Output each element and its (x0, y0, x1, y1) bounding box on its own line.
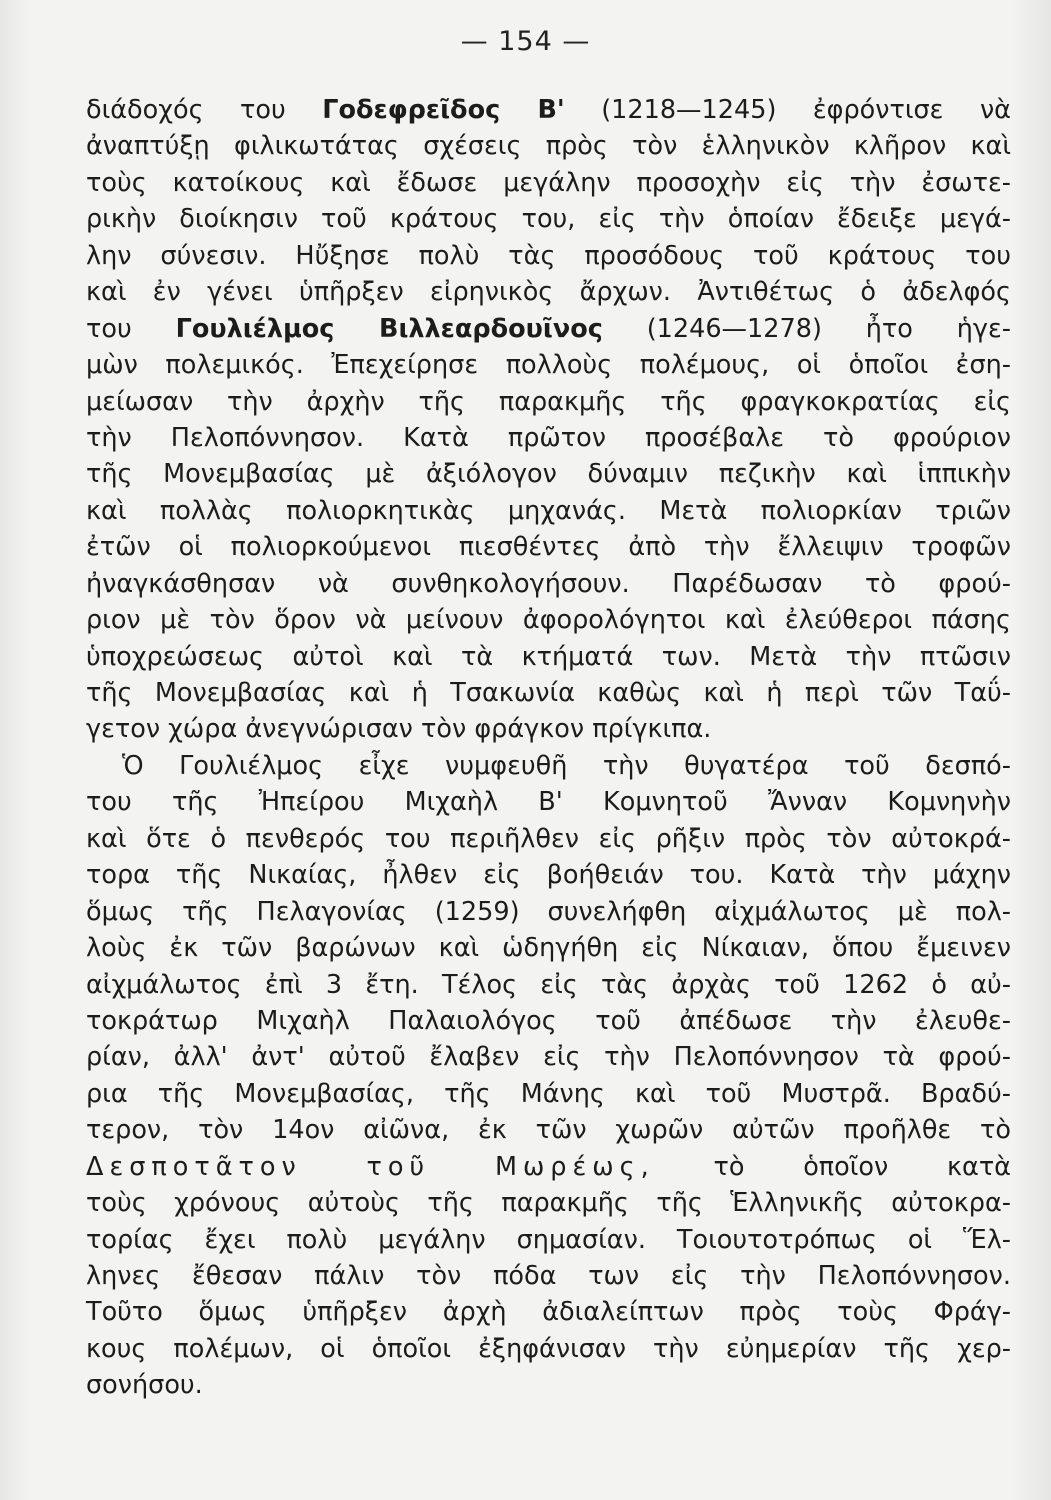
text-segment: καὶ ἐν γένει ὑπῆρξεν εἰρηνικὸς ἄρχων. Ἀντιθέτως ὁ ἀδελφός (86, 277, 1011, 308)
text-segment: λην σύνεσιν. Ηὔξησε πολὺ τὰς προσόδους τοῦ κράτους του (86, 240, 1011, 271)
text-line (86, 1149, 1011, 1185)
text-line (86, 238, 1011, 274)
page-number: — 154 — (460, 26, 591, 57)
text-line (86, 1294, 1011, 1330)
text-line (86, 711, 1011, 747)
text-segment: ἠναγκάσθησαν νὰ συνθηκολογήσουν. Παρέδωσαν τὸ φρού- (86, 568, 1011, 599)
text-line (86, 1185, 1011, 1221)
text-line (86, 894, 1011, 930)
text-segment: τὴν Πελοπόννησον. Κατὰ πρῶτον προσέβαλε τὸ φρούριον (86, 422, 1011, 453)
text-line (86, 347, 1011, 383)
text-segment: κους πολέμων, οἱ ὁποῖοι ἐξηφάνισαν τὴν εὐημερίαν τῆς χερ- (86, 1333, 1011, 1364)
text-line (86, 92, 1011, 128)
text-segment: ἐτῶν οἱ πολιορκούμενοι πιεσθέντες ἀπὸ τὴν ἔλλειψιν τροφῶν (86, 532, 1011, 563)
text-segment: ὅμως τῆς Πελαγονίας (1259) συνελήφθη αἰχμάλωτος μὲ πολ- (86, 896, 1011, 927)
text-segment: γετον χώρα ἀνεγνώρισαν τὸν φράγκον πρίγκιπα. (86, 714, 712, 745)
text-segment: ληνες ἔθεσαν πάλιν τὸν πόδα των εἰς τὴν Πελοπόννησον. (86, 1261, 1011, 1291)
spaced-term: Δεσποτᾶτον τοῦ Μωρέως, (86, 1151, 655, 1182)
text-line (86, 675, 1011, 711)
text-segment: (1218—1245) ἐφρόντισε νὰ (564, 95, 1011, 125)
text-segment: τῆς Μονεμβασίας μὲ ἀξιόλογον δύναμιν πεζικὴν καὶ ἱππικὴν (86, 459, 1011, 490)
text-line (86, 1039, 1011, 1075)
text-segment: σονήσου. (86, 1370, 203, 1401)
text-segment: ριον μὲ τὸν ὅρον νὰ μείνουν ἀφορολόγητοι καὶ ἐλεύθεροι πάσης (86, 605, 1011, 636)
text-line (86, 493, 1011, 529)
text-segment: τοὺς χρόνους αὐτοὺς τῆς παρακμῆς τῆς Ἑλληνικῆς αὐτοκρα- (86, 1188, 1011, 1219)
bold-name: Γοδεφρεῖδος Β' (322, 95, 565, 125)
text-segment: τῆς Μονεμβασίας καὶ ἡ Τσακωνία καθὼς καὶ ἡ περὶ τῶν Ταΰ- (86, 678, 1011, 708)
text-line (86, 1112, 1011, 1148)
text-segment: ρια τῆς Μονεμβασίας, τῆς Μάνης καὶ τοῦ Μυστρᾶ. Βραδύ- (86, 1078, 1011, 1109)
text-line (86, 1367, 1011, 1403)
text-line (86, 857, 1011, 893)
text-line (86, 639, 1011, 675)
text-segment: διάδοχός του (86, 95, 323, 125)
text-line (86, 602, 1011, 638)
text-segment: ἀναπτύξῃ φιλικωτάτας σχέσεις πρὸς τὸν ἑλληνικὸν κλῆρον καὶ (86, 131, 1011, 162)
text-line (86, 1258, 1011, 1294)
text-line (86, 311, 1011, 347)
text-line (86, 384, 1011, 420)
text-segment: καὶ πολλὰς πολιορκητικὰς μηχανάς. Μετὰ πολιορκίαν τριῶν (86, 495, 1011, 526)
text-segment: Τοῦτο ὅμως ὑπῆρξεν ἀρχὴ ἀδιαλείπτων πρὸς τοὺς Φράγ- (86, 1297, 1011, 1328)
text-line (86, 1222, 1011, 1258)
text-segment: αἰχμάλωτος ἐπὶ 3 ἔτη. Τέλος εἰς τὰς ἀρχὰς τοῦ 1262 ὁ αὐ- (86, 969, 1011, 1000)
text-line (86, 967, 1011, 1003)
text-segment: Ὁ Γουλιέλμος εἶχε νυμφευθῆ τὴν θυγατέρα τοῦ δεσπό- (122, 750, 1011, 781)
text-line (86, 821, 1011, 857)
text-segment: του (86, 313, 176, 344)
text-line (86, 1076, 1011, 1112)
text-segment: τὸ ὁποῖον κατὰ (654, 1151, 1011, 1182)
text-segment: ὑποχρεώσεως αὐτοὶ καὶ τὰ κτήματά των. Μετὰ τὴν πτῶσιν (86, 641, 1011, 672)
text-line (86, 784, 1011, 820)
text-line (86, 748, 1011, 784)
text-segment: ρίαν, ἀλλ' ἀντ' αὐτοῦ ἔλαβεν εἰς τὴν Πελοπόννησον τὰ φρού- (86, 1042, 1011, 1073)
text-line (86, 456, 1011, 492)
text-line (86, 529, 1011, 565)
text-segment: μείωσαν τὴν ἀρχὴν τῆς παρακμῆς τῆς φραγκοκρατίας εἰς (86, 386, 1011, 417)
text-segment: λοὺς ἐκ τῶν βαρώνων καὶ ὡδηγήθη εἰς Νίκαιαν, ὅπου ἔμεινεν (86, 933, 1011, 964)
text-line (86, 566, 1011, 602)
text-line (86, 201, 1011, 237)
text-line (86, 274, 1011, 310)
text-segment: τερον, τὸν 14ον αἰῶνα, ἐκ τῶν χωρῶν αὐτῶν προῆλθε τὸ (86, 1115, 1011, 1146)
text-line (86, 128, 1011, 164)
text-line (86, 930, 1011, 966)
text-segment: τοκράτωρ Μιχαὴλ Παλαιολόγος τοῦ ἀπέδωσε τὴν ἐλευθε- (86, 1005, 1011, 1036)
text-segment: τοὺς κατοίκους καὶ ἔδωσε μεγάλην προσοχὴν εἰς τὴν ἐσωτε- (86, 167, 1011, 198)
text-line (86, 1003, 1011, 1039)
text-segment: καὶ ὅτε ὁ πενθερός του περιῆλθεν εἰς ρῆξιν πρὸς τὸν αὐτοκρά- (86, 823, 1011, 854)
text-segment: μὼν πολεμικός. Ἐπεχείρησε πολλοὺς πολέμους, οἱ ὁποῖοι ἐση- (86, 350, 1011, 381)
text-segment: του τῆς Ἠπείρου Μιχαὴλ Β' Κομνητοῦ Ἄνναν Κομνηνὴν (86, 787, 1011, 818)
text-segment: τορα τῆς Νικαίας, ἦλθεν εἰς βοήθειάν του. Κατὰ τὴν μάχην (86, 860, 1011, 891)
text-segment: τορίας ἔχει πολὺ μεγάλην σημασίαν. Τοιουτοτρόπως οἱ Ἕλ- (86, 1224, 1011, 1255)
body-text (86, 92, 1011, 1404)
text-segment: (1246—1278) ἦτο ἡγε- (602, 313, 1011, 344)
text-line (86, 165, 1011, 201)
text-line (86, 1331, 1011, 1367)
text-line (86, 420, 1011, 456)
bold-name: Γουλιέλμος Βιλλεαρδουῖνος (175, 313, 603, 344)
text-segment: ρικὴν διοίκησιν τοῦ κράτους του, εἰς τὴν ὁποίαν ἔδειξε μεγά- (86, 204, 1011, 235)
